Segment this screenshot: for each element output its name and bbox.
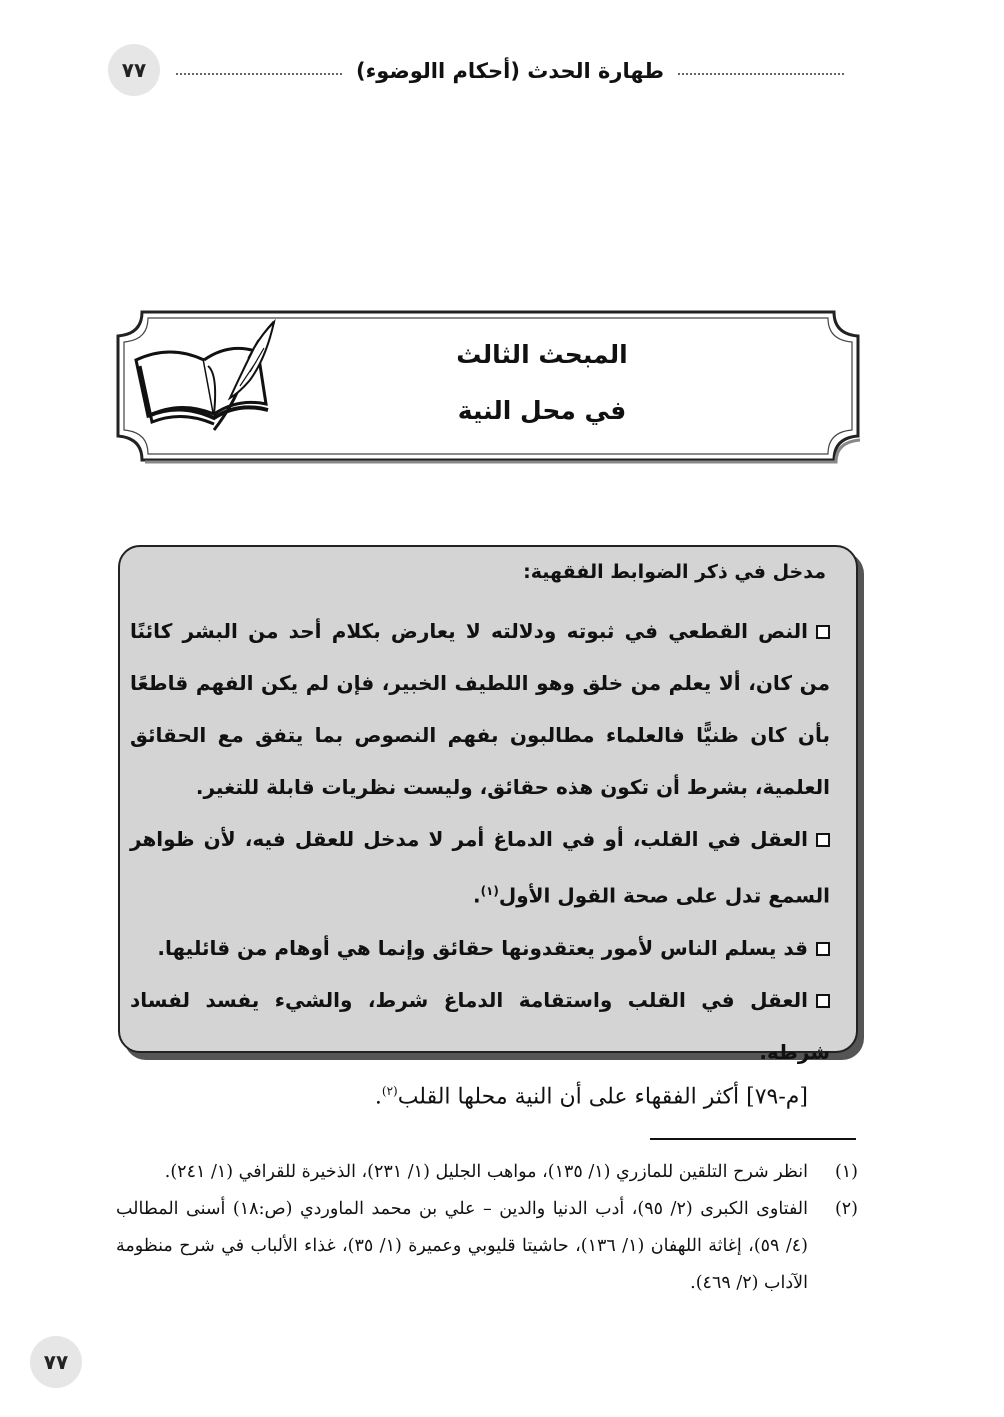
running-title: طهارة الحدث (أحكام االوضوء) (355, 59, 665, 83)
rule-item-text: النص القطعي في ثبوته ودلالته لا يعارض بكلام أحد من البشر كائنًا من كان، ألا يعلم من خلق وهو اللطيف الخبير، فإن لم يكن الفهم قاطعًا بأن كان ظنيًّا فالعلماء مطالبون بفهم النصوص بما يتفق مع الحقائق العلمية، بشرط أن تكون هذه حقائق، وليست نظريات قابلة للتغير. (130, 619, 830, 799)
checkbox-square-icon (816, 625, 830, 639)
header-dots-right (678, 73, 844, 75)
checkbox-square-icon (816, 833, 830, 847)
page-number-bottom (30, 1336, 82, 1388)
rule-item (130, 922, 830, 974)
footnote-text: الفتاوى الكبرى (٢/ ٩٥)، أدب الدنيا والدين – علي بن محمد الماوردي (ص:١٨) أسنى المطالب (٤/ ٥٩)، إغاثة اللهفان (١/ ١٣٦)، حاشيتا قليوبي وعميرة (١/ ٣٥)، غذاء الألباب في شرح منظومة الآداب (٢/ ٤٦٩). (116, 1199, 808, 1293)
running-header (176, 54, 844, 88)
footnote-ref: (٢) (381, 1084, 398, 1098)
body-paragraph (375, 1084, 808, 1109)
rule-item-text: العقل في القلب واستقامة الدماغ شرط، والشيء يفسد لفساد شرطه. (130, 987, 830, 1064)
page-number-top (108, 44, 160, 96)
footnotes (116, 1154, 858, 1302)
body-text: [م-٧٩] أكثر الفقهاء على أن النية محلها القلب (397, 1084, 808, 1110)
footnote-separator (650, 1138, 856, 1140)
rule-item (130, 605, 830, 813)
checkbox-square-icon (816, 942, 830, 956)
rules-box (118, 545, 858, 1064)
chapter-title: المبحث الثالث (456, 340, 628, 369)
rule-item (130, 974, 830, 1078)
footnote-number: (١) (834, 1162, 858, 1182)
rule-item (130, 813, 830, 922)
page-number-bottom-label: ٧٧ (43, 1350, 69, 1374)
rules-list (130, 605, 830, 1078)
footnote-number: (٢) (834, 1199, 858, 1219)
footnote-ref: (١) (480, 884, 499, 898)
footnote (116, 1154, 858, 1191)
footnote-text: انظر شرح التلقين للمازري (١/ ١٣٥)، مواهب الجليل (١/ ٢٣١)، الذخيرة للقرافي (١/ ٢٤١). (164, 1162, 808, 1182)
checkbox-square-icon (816, 994, 830, 1008)
footnote (116, 1191, 858, 1302)
rule-item-end: . (472, 883, 481, 908)
chapter-title-frame (112, 306, 864, 466)
rules-heading: مدخل في ذكر الضوابط الفقهية: (523, 561, 826, 583)
page-number-top-label: ٧٧ (121, 58, 147, 82)
body-text-end: . (374, 1084, 382, 1110)
header-dots-left (176, 73, 342, 75)
rule-item-text: العقل في القلب، أو في الدماغ أمر لا مدخل للعقل فيه، لأن ظواهر السمع تدل على صحة القول الأول (130, 827, 830, 908)
chapter-subtitle: في محل النية (457, 396, 627, 425)
rule-item-text: قد يسلم الناس لأمور يعتقدونها حقائق وإنما هي أوهام من قائليها. (157, 935, 808, 960)
book-quill-icon (130, 318, 280, 436)
